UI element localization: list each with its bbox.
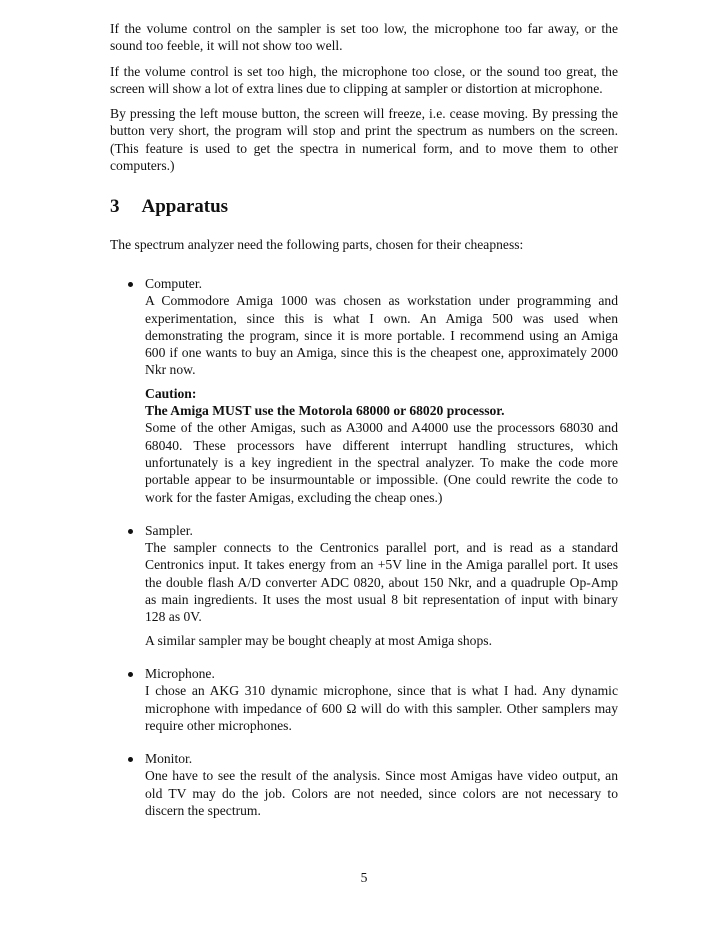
item-title: Microphone.	[145, 665, 215, 681]
bullet-icon	[128, 757, 133, 762]
caution-label: Caution:	[145, 385, 197, 401]
list-item-computer	[110, 275, 618, 506]
item-text: The sampler connects to the Centronics parallel port, and is read as a standard Centronics input. It takes energy from an +5V line in the Amiga parallel port. It uses the double flash A/D converter ADC 0820, about 150 Nkr, and a quadruple Op-Amp as main ingredients. It uses the most usual 8 bit representation of input with binary 128 as 0V.	[145, 540, 618, 625]
paragraph-volume-low: If the volume control on the sampler is set too low, the microphone too far away, or the sound too feeble, it will not show too well.	[110, 21, 618, 54]
item-title: Monitor.	[145, 751, 193, 767]
section-heading	[110, 196, 618, 218]
section-intro: The spectrum analyzer need the following parts, chosen for their cheapness:	[110, 236, 524, 252]
bullet-icon	[128, 529, 133, 534]
list-item-sampler	[110, 522, 618, 649]
caution-statement: The Amiga MUST use the Motorola 68000 or 68020 processor.	[145, 403, 505, 419]
bullet-icon	[128, 672, 133, 677]
caution-text: Some of the other Amigas, such as A3000 and A4000 use the processors 68030 and 68040. These processors have different interrupt handling structures, which unfortunately is a key ingredient in the spectral analyzer. To make the code more portable appear to be insurmountable or impossible. (One could rewrite the code to work for the faster Amigas, excluding the cheap ones.)	[145, 420, 618, 505]
document-page	[110, 20, 618, 835]
list-item-microphone	[110, 665, 618, 734]
bullet-icon	[128, 282, 133, 287]
item-text: I chose an AKG 310 dynamic microphone, since that is what I had. Any dynamic microphone with impedance of 600 Ω will do with this sampler. Other samplers may require other microphones.	[145, 683, 618, 733]
paragraph-mouse-button: By pressing the left mouse button, the screen will freeze, i.e. cease moving. By pressing the button very short, the program will stop and print the spectrum as numbers on the screen. (This feature is used to get the spectra in numerical form, and to move them to other computers.)	[110, 106, 618, 174]
apparatus-list	[110, 275, 618, 819]
section-number: 3	[110, 196, 120, 218]
item-text-secondary: A similar sampler may be bought cheaply at most Amiga shops.	[145, 632, 492, 648]
item-title: Computer.	[145, 275, 203, 291]
item-text: One have to see the result of the analysis. Since most Amigas have video output, an old TV may do the job. Colors are not needed, since colors are not necessary to discern the spectrum.	[145, 768, 618, 818]
item-text: A Commodore Amiga 1000 was chosen as workstation under programming and experimentation, since this is what I own. An Amiga 500 was used when demonstrating the program, since it is more portable. I recommend using an Amiga 600 if one wants to buy an Amiga, since this is the cheapest one, approximately 2000 Nkr now.	[145, 293, 618, 378]
list-item-monitor	[110, 750, 618, 819]
section-title: Apparatus	[141, 196, 229, 218]
paragraph-volume-high: If the volume control is set too high, the microphone too close, or the sound too great, the screen will show a lot of extra lines due to clipping at sampler or distortion at microphone.	[110, 63, 618, 96]
page-number: 5	[360, 870, 368, 885]
item-title: Sampler.	[145, 522, 193, 538]
